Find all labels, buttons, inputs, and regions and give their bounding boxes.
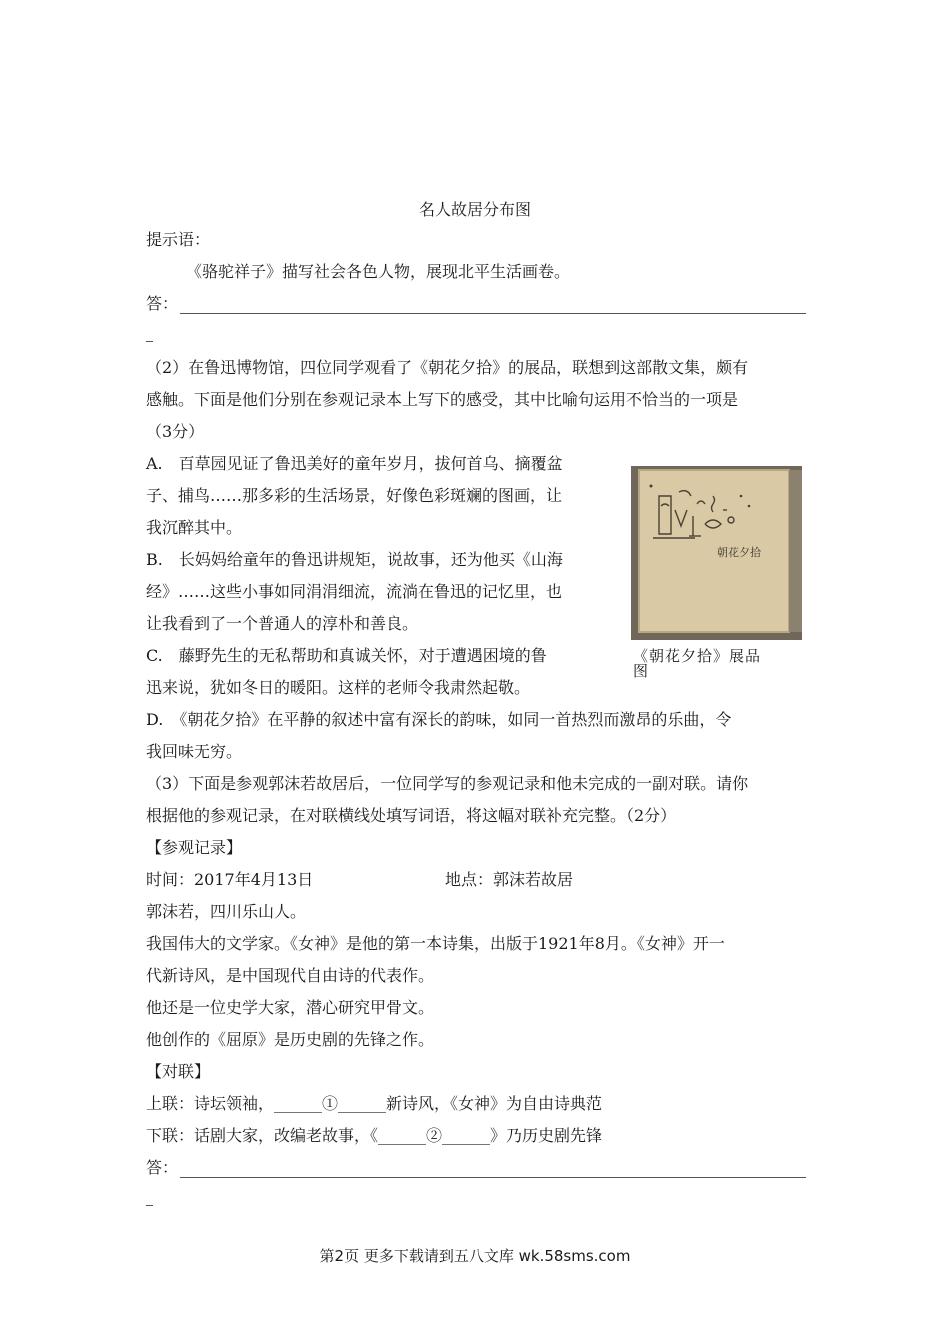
record-line-4: 他还是一位史学大家，潜心研究甲骨文。: [146, 998, 435, 1017]
hint-text: 《骆驼祥子》描写社会各色人物，展现北平生活画卷。: [186, 262, 571, 281]
option-c-line-1: C. 藤野先生的无私帮助和真诚关怀，对于遭遇困境的鲁: [146, 646, 547, 665]
cover-title-text: 朝花夕拾: [717, 546, 761, 559]
couplet-heading: 【对联】: [146, 1062, 211, 1081]
image-caption-cut: [633, 662, 663, 680]
record-line-1: 郭沫若，四川乐山人。: [146, 902, 307, 921]
option-b-line-1: B. 长妈妈给童年的鲁迅讲规矩，说故事，还为他买《山海: [146, 550, 563, 569]
option-a-line-1: A. 百草园见证了鲁迅美好的童年岁月，拔何首乌、摘覆盆: [146, 454, 563, 473]
couplet-upper: 上联：诗坛领袖，______①______新诗风，《女神》为自由诗典范: [146, 1094, 603, 1113]
q2-line-2: 感触。下面是他们分别在参观记录本上写下的感受，其中比喻句运用不恰当的一项是: [146, 390, 739, 409]
record-line-5: 他创作的《屈原》是历史剧的先锋之作。: [146, 1030, 435, 1049]
record-time: 时间：2017年4月13日: [146, 870, 314, 889]
q3-line-1: （3）下面是参观郭沫若故居后，一位同学写的参观记录和他未完成的一副对联。请你: [146, 774, 749, 793]
option-b-line-3: 让我看到了一个普通人的淳朴和善良。: [146, 614, 419, 633]
option-b-line-2: 经》……这些小事如同涓涓细流，流淌在鲁迅的记忆里，也: [146, 582, 563, 601]
q2-line-3: （3分）: [146, 422, 205, 441]
answer-label-1: 答：: [146, 294, 179, 313]
section-title: 名人故居分布图: [418, 200, 531, 219]
option-a-line-3: 我沉醉其中。: [146, 518, 243, 537]
option-d-line-2: 我回味无穷。: [146, 742, 243, 761]
option-a-line-2: 子、捕鸟……那多彩的生活场景，好像色彩斑斓的图画，让: [146, 486, 563, 505]
answer-label-2: 答：: [146, 1158, 179, 1177]
couplet-lower: 下联：话剧大家，改编老故事，《______②______》乃历史剧先锋: [146, 1126, 603, 1145]
page-footer: 第2页 更多下载请到五八文库 wk.58sms.com: [319, 1247, 631, 1265]
hint-label: 提示语：: [146, 230, 211, 249]
record-line-2: 我国伟大的文学家。《女神》是他的第一本诗集，出版于1921年8月。《女神》开一: [146, 934, 725, 953]
image-caption: 《朝花夕拾》展品: [633, 647, 762, 665]
answer-dash-1: [146, 341, 153, 342]
q3-line-2: 根据他的参观记录，在对联横线处填写词语，将这幅对联补充完整。（2分）: [146, 806, 677, 825]
q2-line-1: （2）在鲁迅博物馆，四位同学观看了《朝花夕拾》的展品，联想到这部散文集，颇有: [146, 358, 749, 377]
answer-blank-1[interactable]: [180, 313, 806, 314]
image-caption-cut-text: 图: [633, 662, 649, 680]
record-heading: 【参观记录】: [146, 838, 243, 857]
option-c-line-2: 迅来说，犹如冬日的暖阳。这样的老师令我肃然起敬。: [146, 678, 531, 697]
option-d-line-1: D. 《朝花夕拾》在平静的叙述中富有深长的韵味，如同一首热烈而激昂的乐曲，令: [146, 710, 732, 729]
answer-dash-2: [146, 1205, 153, 1206]
answer-blank-2[interactable]: [180, 1177, 806, 1178]
book-cover-photo: [631, 466, 802, 640]
record-line-3: 代新诗风，是中国现代自由诗的代表作。: [146, 966, 435, 985]
record-place: 地点：郭沫若故居: [445, 870, 574, 889]
